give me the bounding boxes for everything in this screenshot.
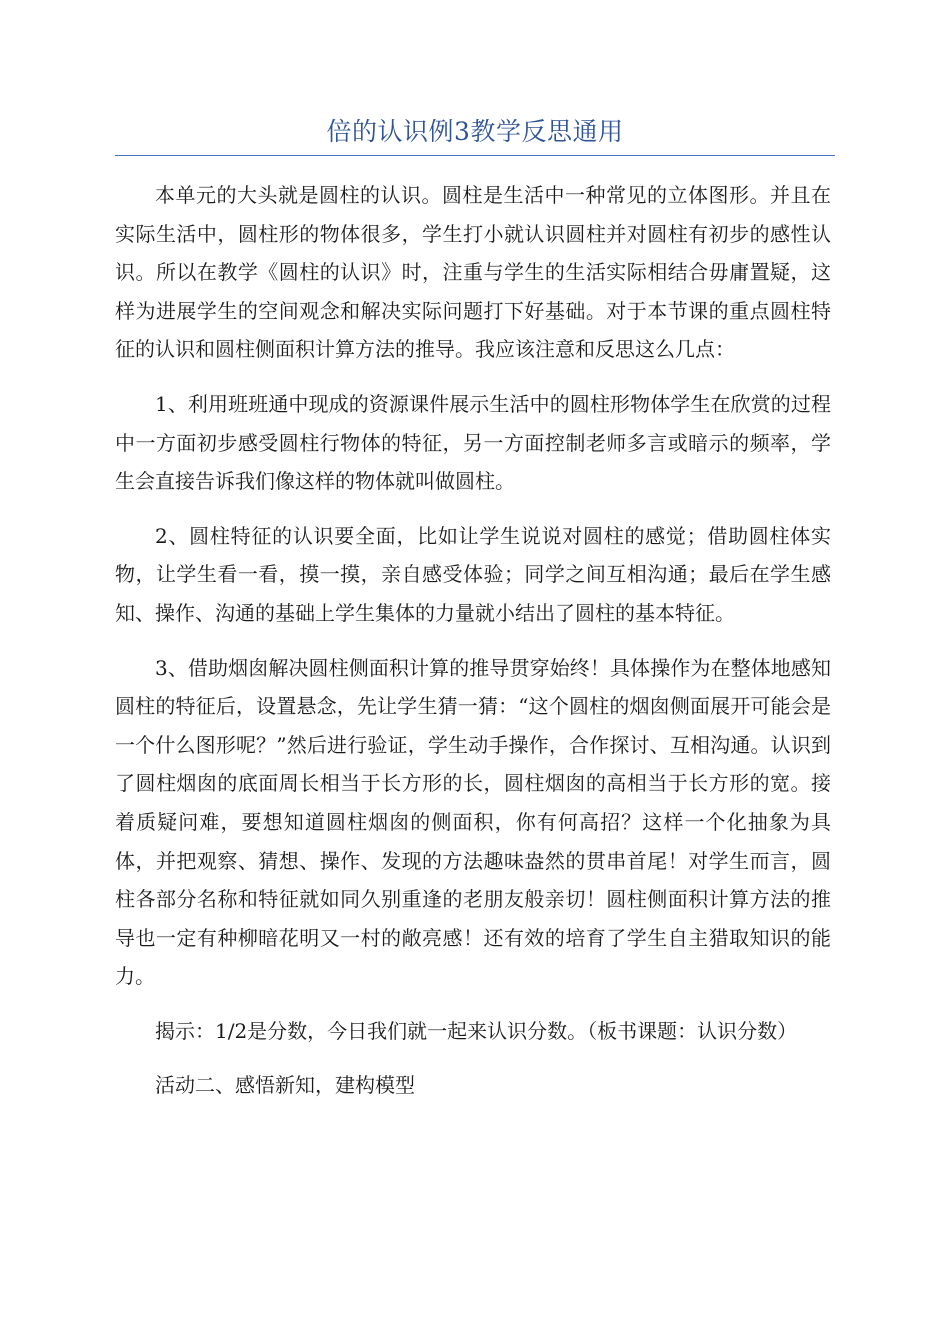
document-body bbox=[115, 176, 831, 1121]
paragraph-point-3: 3、借助烟囱解决圆柱侧面积计算的推导贯穿始终！具体操作为在整体地感知圆柱的特征后，设置悬念，先让学生猜一猜：“这个圆柱的烟囱侧面展开可能会是一个什么图形呢？”然后进行验证，学生动手操作，合作探讨、互相沟通。认识到了圆柱烟囱的底面周长相当于长方形的长，圆柱烟囱的高相当于长方形的宽。接着质疑问难，要想知道圆柱烟囱的侧面积，你有何高招？这样一个化抽象为具体，并把观察、猜想、操作、发现的方法趣味盎然的贯串首尾！对学生而言，圆柱各部分名称和特征就如同久别重逢的老朋友般亲切！圆柱侧面积计算方法的推导也一定有种柳暗花明又一村的敞亮感！还有效的培育了学生自主猎取知识的能力。 bbox=[115, 655, 831, 989]
paragraph-point-2: 2、圆柱特征的认识要全面，比如让学生说说对圆柱的感觉；借助圆柱体实物，让学生看一看，摸一摸，亲自感受体验；同学之间互相沟通；最后在学生感知、操作、沟通的基础上学生集体的力量就小结出了圆柱的基本特征。 bbox=[115, 523, 831, 625]
title-underline bbox=[115, 155, 835, 156]
paragraph-activity-2: 活动二、感悟新知，建构模型 bbox=[155, 1073, 415, 1098]
paragraph-intro: 本单元的大头就是圆柱的认识。圆柱是生活中一种常见的立体图形。并且在实际生活中，圆柱形的物体很多，学生打小就认识圆柱并对圆柱有初步的感性认识。所以在教学《圆柱的认识》时，注重与学生的生活实际相结合毋庸置疑，这样为进展学生的空间观念和解决实际问题打下好基础。对于本节课的重点圆柱特征的认识和圆柱侧面积计算方法的推导。我应该注意和反思这么几点： bbox=[115, 183, 831, 362]
paragraph-point-1: 1、利用班班通中现成的资源课件展示生活中的圆柱形物体学生在欣赏的过程中一方面初步感受圆柱行物体的特征，另一方面控制老师多言或暗示的频率，学生会直接告诉我们像这样的物体就叫做圆柱。 bbox=[115, 391, 831, 494]
paragraph-reveal: 揭示：1/2是分数，今日我们就一起来认识分数。（板书课题：认识分数） bbox=[155, 1018, 798, 1043]
document-title: 倍的认识例3教学反思通用 bbox=[326, 117, 624, 146]
